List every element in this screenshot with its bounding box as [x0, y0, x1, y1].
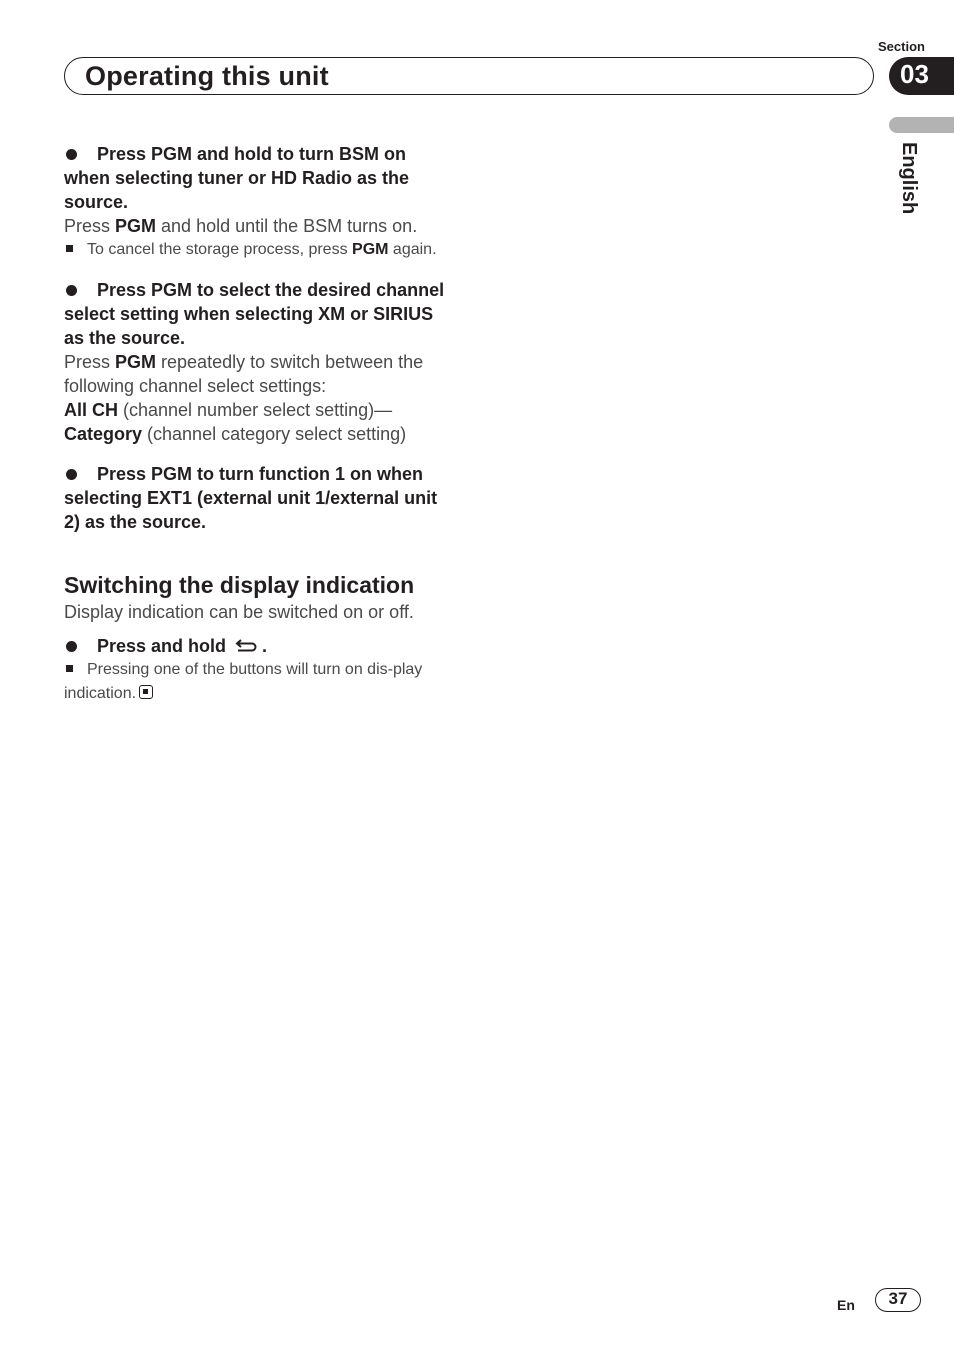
bullet-dot-icon [66, 641, 77, 652]
section-label: Section [878, 39, 925, 54]
bullet-dot-icon [66, 469, 77, 480]
channel-heading-text: Press PGM to select the desired channel select setting when selecting XM or SIRIUS as the source. [64, 280, 445, 348]
note-square-icon [66, 245, 73, 252]
channel-body-post: repeatedly to switch between the following channel select settings: [64, 352, 424, 396]
bullet-dot-icon [66, 149, 77, 160]
bsm-note-post: again. [388, 241, 437, 258]
channel-option-1-desc: (channel number select setting)— [118, 400, 393, 420]
function-heading-text: Press PGM to turn function 1 on when selecting EXT1 (external unit 1/external unit 2) as the source. [64, 464, 438, 532]
bsm-note-pre: To cancel the storage process, press [87, 241, 353, 258]
display-section-intro: Display indication can be switched on or off. [64, 602, 414, 622]
bullet-dot-icon [66, 285, 77, 296]
display-step [64, 634, 454, 658]
channel-body-key: PGM [115, 352, 157, 372]
section-number-badge: 03 [889, 57, 954, 95]
display-step-pre: Press and hold [97, 636, 232, 656]
page-number: 37 [875, 1288, 921, 1312]
channel-body [64, 350, 454, 398]
language-tab [889, 117, 954, 133]
footer-language-code: En [837, 1297, 855, 1313]
bsm-heading [64, 142, 454, 214]
channel-option-1-key: All CH [64, 400, 118, 420]
bsm-body-pre: Press [64, 216, 116, 236]
channel-heading [64, 278, 454, 350]
channel-body-pre: Press [64, 352, 116, 372]
page-title: Operating this unit [85, 61, 329, 91]
header-title-box [64, 57, 874, 95]
language-label: English [898, 142, 920, 215]
bsm-note-key: PGM [352, 241, 389, 258]
display-section-title: Switching the display indication [64, 572, 415, 598]
bsm-body-key: PGM [115, 216, 157, 236]
display-note-text: Pressing one of the buttons will turn on dis-play indication. [64, 661, 423, 702]
channel-options [64, 398, 454, 446]
note-square-icon [66, 665, 73, 672]
channel-option-2-desc: (channel category select setting) [142, 424, 407, 444]
bsm-body-post: and hold until the BSM turns on. [156, 216, 418, 236]
back-arrow-icon [235, 639, 259, 653]
bsm-body [64, 214, 454, 238]
display-step-post: . [262, 636, 268, 656]
display-note [64, 658, 454, 706]
bsm-note [64, 238, 454, 262]
main-content [64, 142, 454, 706]
function-heading [64, 462, 454, 534]
bsm-heading-text: Press PGM and hold to turn BSM on when selecting tuner or HD Radio as the source. [64, 144, 410, 212]
end-mark-icon [139, 685, 153, 699]
channel-option-2-key: Category [64, 424, 143, 444]
